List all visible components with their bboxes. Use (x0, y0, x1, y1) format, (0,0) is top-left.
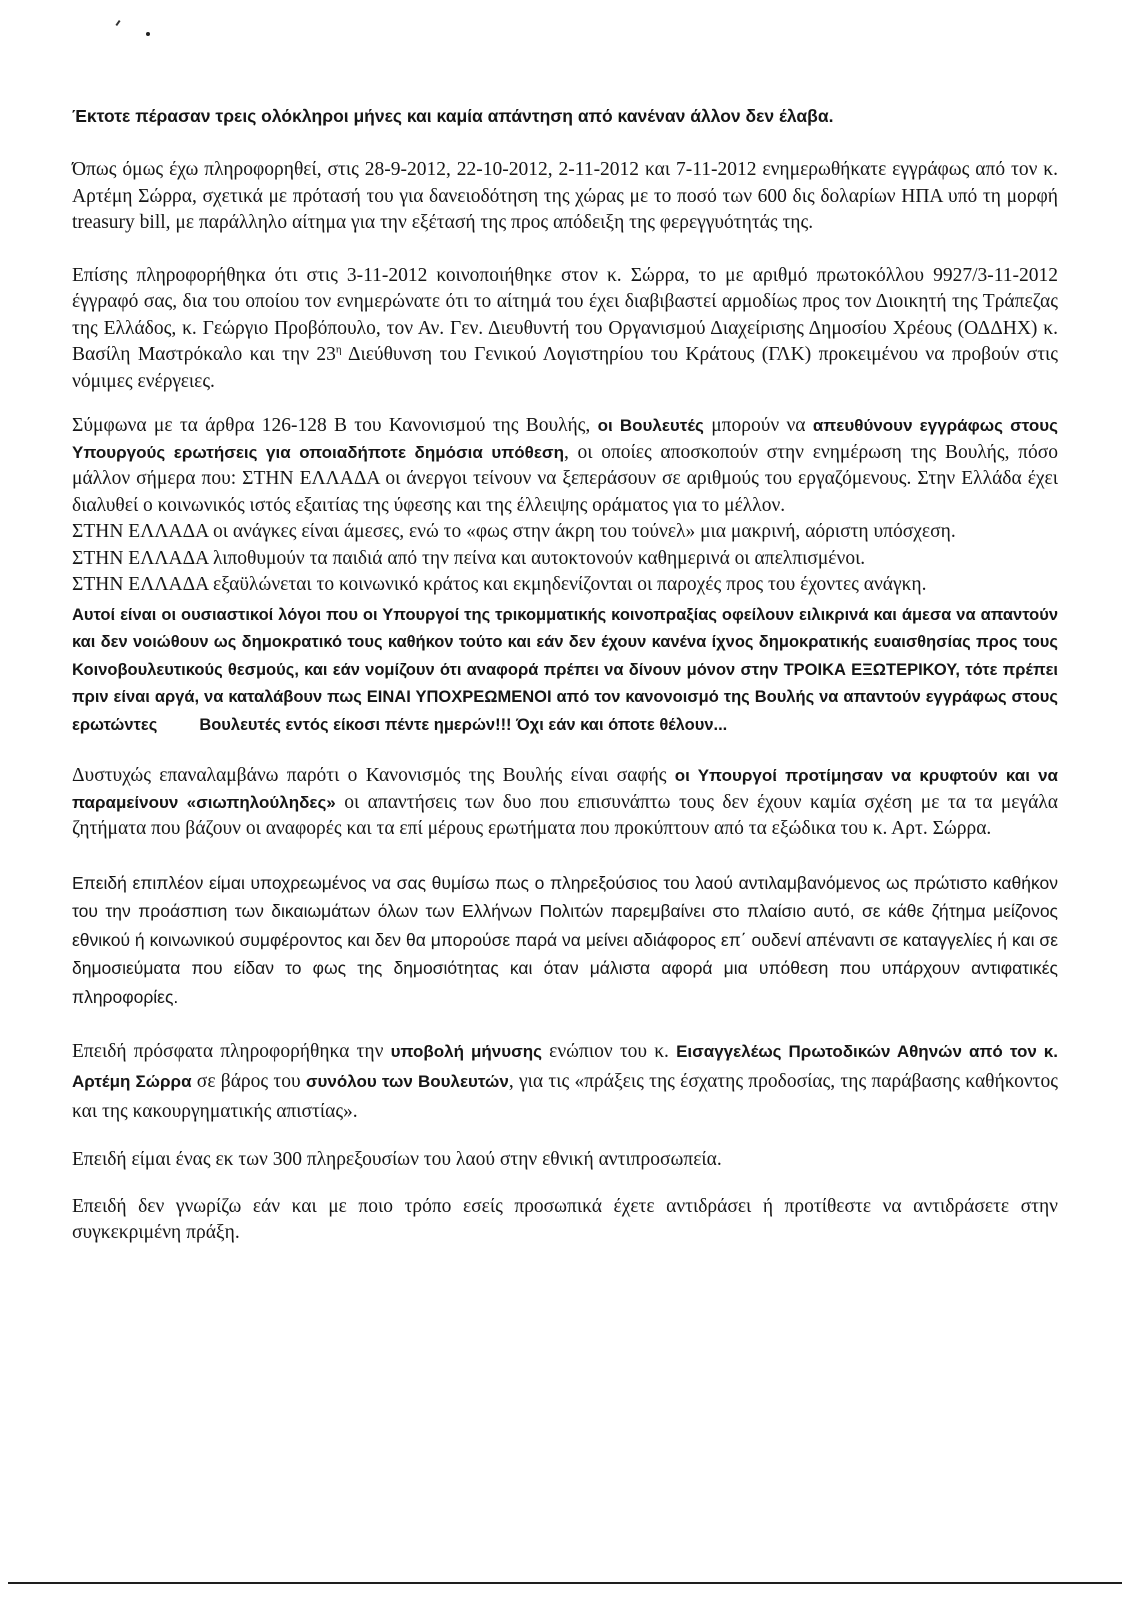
greece-line-text: ΣΤΗΝ ΕΛΛΑΔΑ εξαϋλώνεται το κοινωνικό κράτος και εκμηδενίζονται οι παροχές προς του έχοντες ανάγκη. (72, 574, 927, 595)
greece-line-text: ΣΤΗΝ ΕΛΛΑΔΑ λιποθυμούν τα παιδιά από την πείνα και αυτοκτονούν καθημερινά οι απελπισμένοι. (72, 547, 866, 569)
bold-run: υποβολή μήνυσης (390, 1042, 542, 1061)
scan-mark (115, 20, 120, 26)
document-body (72, 103, 1058, 1247)
bold-run: Όχι εάν και όποτε θέλουν... (511, 715, 728, 734)
text-run: σε βάρος του (191, 1071, 306, 1092)
paragraph-text: Επειδή δεν γνωρίζω εάν και με ποιο τρόπο εσείς προσωπικά έχετε αντιδράσει ή προτίθεστε να αντιδράσετε στην συγκεκριμένη πράξη. (72, 1195, 1058, 1243)
bottom-rule (8, 1582, 1122, 1584)
paragraph-protocol-document (72, 263, 1058, 396)
text-run: Επειδή πρόσφατα πληροφορήθηκα την (72, 1041, 391, 1062)
paragraph-silent-ministers (72, 763, 1058, 843)
bold-run: οι Βουλευτές (597, 416, 704, 435)
paragraph-text: Επίσης πληροφορήθηκα ότι στις 3-11-2012 κοινοποιήθηκε στον κ. Σώρρα, το με αριθμό πρωτοκόλλου 9927/3-11-2012 έγγραφό σας, δια του οποίου τον ενημερώνατε ότι το αίτημά του έχει διαβιβαστεί αρμοδίως προς τον Διοικητή της Τράπεζας της Ελλάδος, κ. Γεώργιο Προβόπουλο, τον Αν. Γεν. Διευθυντή του Οργανισμού Διαχείρισης Δημοσίου Χρέους (ΟΔΔΗΧ) κ. Βασίλη Μαστρόκαλο και την 23 (72, 264, 1058, 365)
text-run: Δυστυχώς επαναλαμβάνω παρότι ο Κανονισμός της Βουλής είναι σαφής (72, 765, 675, 786)
greece-line-text: ΣΤΗΝ ΕΛΛΑΔΑ οι ανάγκες είναι άμεσες, ενώ το «φως στην άκρη του τούνελ» μια μακρινή, αόριστη υπόσχεση. (72, 521, 956, 542)
paragraph-text: Έκτοτε πέρασαν τρεις ολόκληροι μήνες και καμία απάντηση από κανέναν άλλον δεν έλαβα. (72, 106, 834, 126)
text-run: Σύμφωνα με τα άρθρα 126-128 Β του Κανονισμού της Βουλής, (72, 415, 598, 436)
paragraph-text: Όπως όμως έχω πληροφορηθεί, στις 28-9-2012, 22-10-2012, 2-11-2012 και 7-11-2012 ενημερωθήκατε εγγράφως από τον κ. Αρτέμη Σώρρα, σχετικά με πρότασή του για δανειοδότηση της χώρας με το ποσό των 600 δις δολαρίων ΗΠΑ υπό τη μορφή treasury bill, με παράλληλο αίτημα για την εξέτασή της προς απόδειξη της φερεγγυότητάς της. (72, 159, 1058, 233)
bold-run: συνόλου των Βουλευτών (305, 1072, 509, 1091)
bold-run: Αυτοί είναι οι ουσιαστικοί λόγοι που οι Υπουργοί της τρικομματικής κοινοπραξίας οφείλουν ειλικρινά και άμεσα να απαντούν και δεν νοιώθουν ως δημοκρατικό τους καθήκον τούτο και εάν δεν έχουν κανένα ίχνος δημοκρατικής ευαισθησίας προς τους Κοινοβουλευτικούς θεσμούς, και εάν νομίζουν ότι αναφορά πρέπει να δίνουν μόνον στην ΤΡΟΙΚΑ ΕΞΩΤΕΡΙΚΟΥ, τότε πρέπει πριν είναι αργά, να καταλάβουν πως ΕΙΝΑΙ ΥΠΟΧΡΕΩΜΕΝΟΙ από τον κανονοισμό της Βουλής να απαντούν εγγράφως στους ερωτώντες (72, 605, 1058, 734)
paragraph-notifications (72, 157, 1058, 237)
paragraph-no-reply (72, 103, 1058, 129)
text-run: ενώπιον του κ. (542, 1041, 677, 1062)
greece-line (72, 572, 1058, 599)
paragraph-lawsuit (72, 1037, 1058, 1127)
paragraph-parliament-rules (72, 413, 1058, 519)
deadline-run: Βουλευτές εντός είκοσι πέντε ημερών!!! (199, 715, 512, 734)
bold-run: Εισαγγελέως Πρωτοδικών Αθηνών από τον κ. Αρτέμη Σώρρα (72, 1042, 1058, 1091)
paragraph-representative-duty (72, 869, 1058, 1012)
text-run: , οι οποίες αποσκοπούν στην ενημέρωση της Βουλής, πόσο μάλλον σήμερα που: ΣΤΗΝ ΕΛΛΑΔΑ οι άνεργοι τείνουν να ξεπεράσουν σε αριθμούς του εργαζόμενους. Στην Ελλάδα έχει διαλυθεί ο κοινωνικός ιστός εξαιτίας της ύφεσης και της έλλειψης οράματος για το μέλλον. (72, 441, 1058, 516)
text-run: οι απαντήσεις των δυο που επισυνάπτω τους δεν έχουν καμία σχέση με τα τα μεγάλα ζητήματα που βάζουν οι αναφορές και τα επί μέρους ερωτήματα που προκύπτουν από τα εξώδικα του κ. Αρτ. Σώρρα. (72, 791, 1058, 839)
paragraph-text: Επειδή επιπλέον είμαι υποχρεωμένος να σας θυμίσω πως ο πληρεξούσιος του λαού αντιλαμβανόμενος ως πρώτιστο καθήκον του την προάσπιση των δικαιωμάτων όλων των Ελλήνων Πολιτών παρεμβαίνει στο πλαίσιο αυτό, σε κάθε ζήτημα μείζονος εθνικού ή κοινωνικού συμφέροντος και δεν θα μπορούσε παρά να μείνει αδιάφορος επ΄ ουδενί απέναντι σε καταγγελίες ή και σε δημοσιεύματα που είδαν το φως της δημοσιότητας και όταν μάλιστα αφορά μια υπόθεση που υπάρχουν αντιφατικές πληροφορίες. (72, 872, 1058, 1007)
scan-dot (146, 32, 150, 36)
text-run: , για τις «πράξεις της έσχατης προδοσίας, της παράβασης καθήκοντος και της κακουργηματικής απιστίας». (72, 1071, 1058, 1122)
paragraph-300-representatives (72, 1147, 1058, 1174)
paragraph-text-tail: Διεύθυνση του Γενικού Λογιστηρίου του Κράτους (ΓΛΚ) προκειμένου να προβούν στις νόμιμες ενέργειες. (72, 344, 1058, 392)
paragraph-reaction-question (72, 1194, 1058, 1247)
bold-run: οι Υπουργοί προτίμησαν να κρυφτούν και να παραμείνουν «σιωπηλούληδες» (72, 766, 1059, 812)
paragraph-ministers-obligation (72, 602, 1058, 740)
greece-line (72, 546, 1058, 573)
text-run: μπορούν να (703, 415, 813, 436)
ordinal-superscript: η (335, 343, 342, 356)
paragraph-text: Επειδή είμαι ένας εκ των 300 πληρεξουσίων του λαού στην εθνική αντιπροσωπεία. (72, 1149, 722, 1170)
bold-run: απευθύνουν εγγράφως στους Υπουργούς ερωτήσεις για οποιαδήποτε δημόσια υπόθεση (72, 416, 1058, 462)
greece-line (72, 519, 1058, 546)
